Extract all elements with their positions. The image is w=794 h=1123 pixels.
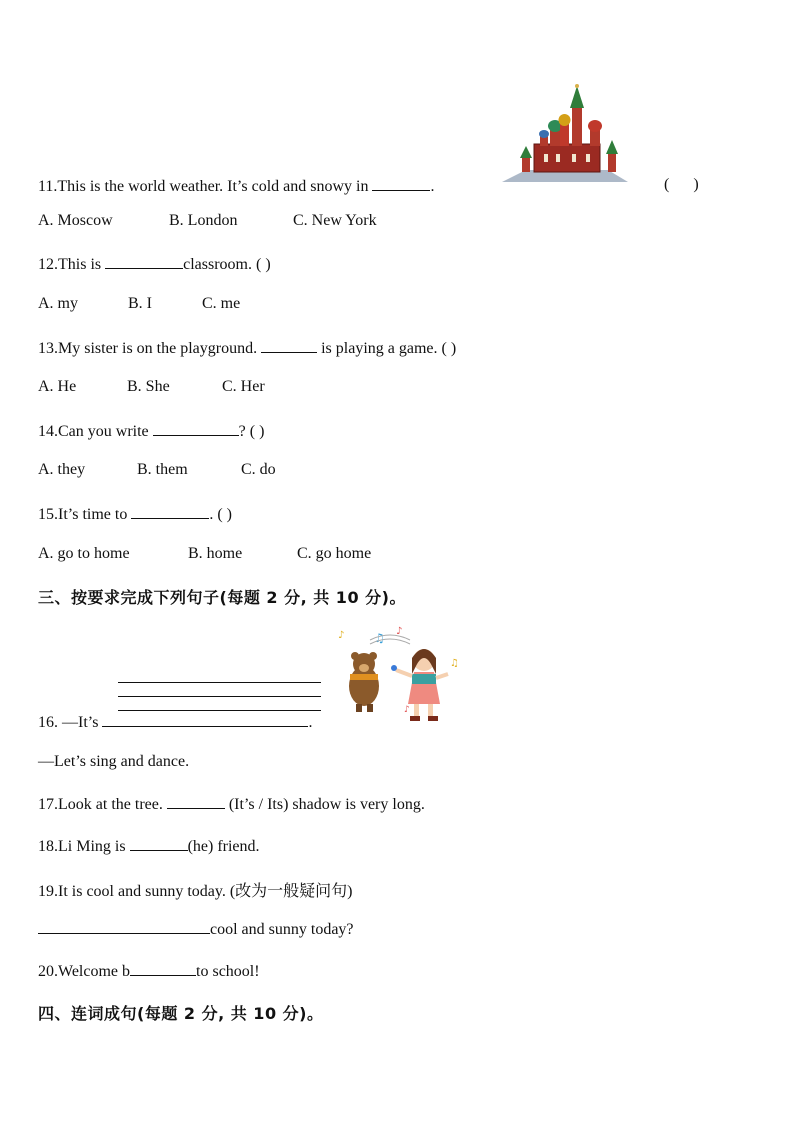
question-14-options [38,461,276,479]
question-13-text: 13.My sister is on the playground. [38,340,258,357]
answer-line[interactable] [118,710,321,711]
question-12 [38,254,271,274]
answer-blank[interactable] [102,712,308,727]
option-b: B. home [188,545,243,562]
cathedral-icon [500,84,630,184]
question-17-text-after: (It’s / Its) shadow is very long. [228,796,425,813]
question-11-options [38,212,377,230]
option-a: A. my [38,295,78,312]
answer-line[interactable] [118,696,321,697]
question-20-text: 20.Welcome b [38,963,131,980]
option-c: C. do [241,461,276,478]
option-a: A. Moscow [38,212,113,229]
question-20-text-after: to school! [196,963,260,980]
option-a: A. go to home [38,545,130,562]
question-12-text: 12.This is [38,256,102,273]
svg-text:♫: ♫ [450,658,459,669]
question-15-text-after: . ( ) [209,506,232,523]
answer-blank[interactable] [131,504,209,519]
question-11-period: . [430,178,435,195]
question-20 [38,961,260,981]
option-a: A. they [38,461,86,478]
option-c: C. Her [222,378,265,395]
answer-blank[interactable] [38,919,210,934]
question-18 [38,836,260,856]
question-16-answer: —Let’s sing and dance. [38,753,190,770]
option-b: B. I [128,295,152,312]
singing-girl-and-bear-icon [330,626,460,726]
question-16 [38,712,312,732]
answer-blank[interactable] [105,254,183,269]
option-c: C. New York [293,212,377,229]
svg-text:♫: ♫ [374,631,385,645]
question-15 [38,504,232,524]
question-12-text-after: classroom. ( ) [183,256,271,273]
answer-blank[interactable] [130,836,188,851]
question-16-prefix: 16. —It’s [38,714,99,731]
section-3-heading: 三、按要求完成下列句子(每题 2 分, 共 10 分)。 [38,588,406,607]
question-11-paren: ( ) [664,176,699,193]
question-18-text: 18.Li Ming is [38,838,126,855]
option-a: A. He [38,378,77,395]
svg-text:♪: ♪ [338,630,345,641]
question-11-text: 11.This is the world weather. It’s cold and snowy in [38,178,369,195]
option-c: C. me [202,295,241,312]
answer-line[interactable] [118,682,321,683]
question-11 [38,176,434,196]
question-15-text: 15.It’s time to [38,506,128,523]
question-12-options [38,295,240,313]
answer-blank[interactable] [261,338,317,353]
question-16-suffix: . [308,714,313,731]
question-14-text: 14.Can you write [38,423,149,440]
option-b: B. She [127,378,170,395]
question-19 [38,919,354,939]
svg-text:♪: ♪ [404,705,410,715]
answer-blank[interactable] [167,794,225,809]
answer-blank[interactable] [130,961,196,976]
section-4-heading: 四、连词成句(每题 2 分, 共 10 分)。 [38,1004,324,1023]
question-15-options [38,545,371,563]
question-17-text: 17.Look at the tree. [38,796,163,813]
question-13 [38,338,456,358]
option-b: B. London [169,212,238,229]
question-14 [38,421,264,441]
question-13-options [38,378,265,396]
question-14-text-after: ? ( ) [238,423,265,440]
question-19-text-after: cool and sunny today? [210,921,354,938]
option-c: C. go home [297,545,372,562]
answer-blank[interactable] [153,421,239,436]
answer-blank[interactable] [372,176,430,191]
option-b: B. them [137,461,188,478]
question-19-prompt: 19.It is cool and sunny today. (改为一般疑问句) [38,883,353,900]
question-17 [38,794,425,814]
question-13-text-after: is playing a game. ( ) [321,340,457,357]
svg-text:♪: ♪ [396,626,403,637]
question-18-text-after: (he) friend. [187,838,260,855]
